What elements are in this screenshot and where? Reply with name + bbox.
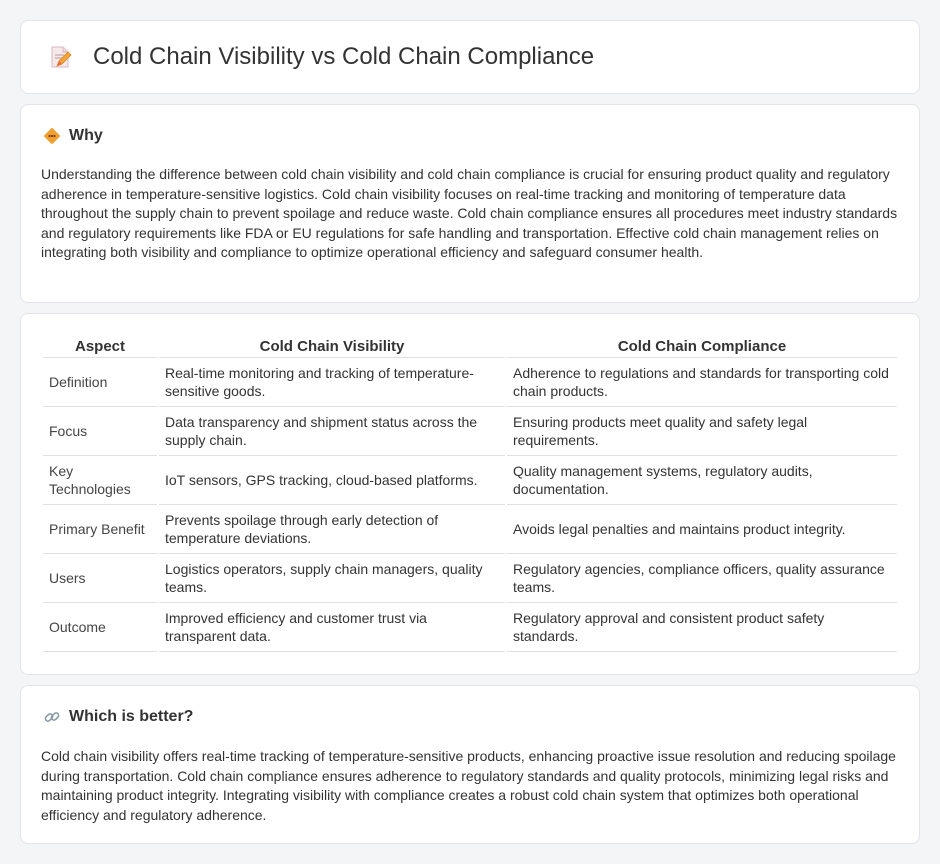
compliance-cell: Regulatory agencies, compliance officers, quality assurance teams. (507, 554, 897, 603)
comparison-table (41, 336, 899, 652)
visibility-cell: IoT sensors, GPS tracking, cloud-based platforms. (159, 456, 505, 505)
compliance-cell: Avoids legal penalties and maintains product integrity. (507, 505, 897, 554)
aspect-cell: Primary Benefit (43, 505, 157, 554)
aspect-cell: Key Technologies (43, 456, 157, 505)
aspect-cell: Users (43, 554, 157, 603)
link-icon (43, 708, 61, 726)
aspect-cell: Definition (43, 358, 157, 407)
visibility-cell: Real-time monitoring and tracking of temperature-sensitive goods. (159, 358, 505, 407)
header-visibility: Cold Chain Visibility (159, 336, 505, 358)
better-section (20, 685, 920, 844)
why-section (20, 104, 920, 303)
compliance-cell: Adherence to regulations and standards for transporting cold chain products. (507, 358, 897, 407)
table-row (43, 456, 897, 505)
why-text: Understanding the difference between cold chain visibility and cold chain compliance is crucial for ensuring product quality and regulatory adherence in temperature-sensitive logistics. Cold chain visibility focuses on real-time tracking and monitoring of temperature data throughout the supply chain to prevent spoilage and reduce waste. Cold chain compliance ensures all procedures meet industry standards and regulatory requirements like FDA or EU regulations for safe handling and transportation. Effective cold chain management relies on integrating both visibility and compliance to optimize operational efficiency and safeguard consumer health. (41, 166, 898, 260)
header-aspect: Aspect (43, 336, 157, 358)
table-row (43, 358, 897, 407)
compliance-cell: Quality management systems, regulatory audits, documentation. (507, 456, 897, 505)
aspect-cell: Outcome (43, 603, 157, 652)
aspect-cell: Focus (43, 407, 157, 456)
better-text: Cold chain visibility offers real-time tracking of temperature-sensitive products, enhancing proactive issue resolution and reducing spoilage during transportation. Cold chain compliance ensures adherence to regulatory standards and quality protocols, minimizing legal risks and maintaining product integrity. Integrating visibility with compliance creates a robust cold chain system that optimizes both operational efficiency and regulatory adherence. (41, 748, 896, 823)
visibility-cell: Improved efficiency and customer trust via transparent data. (159, 603, 505, 652)
better-heading: Which is better? (69, 708, 194, 725)
compliance-cell: Ensuring products meet quality and safety legal requirements. (507, 407, 897, 456)
visibility-cell: Prevents spoilage through early detection of temperature deviations. (159, 505, 505, 554)
title-card (20, 20, 920, 94)
page-title: Cold Chain Visibility vs Cold Chain Compliance (93, 43, 595, 70)
document-pencil-icon (47, 44, 73, 70)
visibility-cell: Logistics operators, supply chain managers, quality teams. (159, 554, 505, 603)
why-heading: Why (69, 127, 103, 144)
table-row (43, 407, 897, 456)
table-row (43, 554, 897, 603)
table-header-row (43, 336, 897, 358)
visibility-cell: Data transparency and shipment status across the supply chain. (159, 407, 505, 456)
diamond-warning-icon (43, 127, 61, 145)
header-compliance: Cold Chain Compliance (507, 336, 897, 358)
table-row (43, 505, 897, 554)
table-row (43, 603, 897, 652)
comparison-section (20, 313, 920, 675)
compliance-cell: Regulatory approval and consistent product safety standards. (507, 603, 897, 652)
